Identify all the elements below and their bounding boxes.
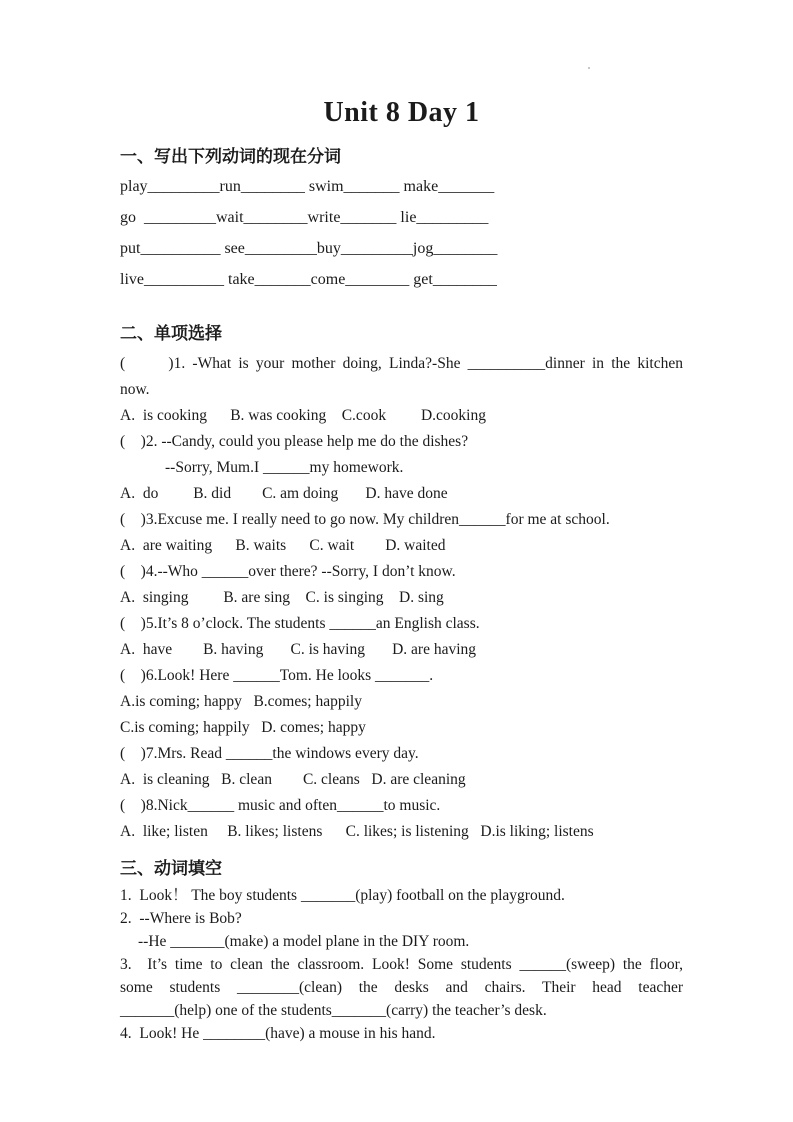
- question-6-options-cd: C.is coming; happily D. comes; happy: [120, 719, 366, 736]
- page-title: Unit 8 Day 1: [323, 97, 480, 128]
- section2-heading: 二、单项选择: [120, 324, 222, 343]
- fill-item-3: 3. It’s time to clean the classroom. Look! Some students ______(sweep) the floor,: [120, 956, 683, 973]
- verb-row-4: live__________ take_______come________ get________: [120, 271, 497, 288]
- question-4-stem: ( )4.--Who ______over there? --Sorry, I don’t know.: [120, 563, 456, 580]
- fill-item-4: 4. Look! He ________(have) a mouse in his hand.: [120, 1025, 436, 1042]
- question-3-options: A. are waiting B. waits C. wait D. waited: [120, 537, 446, 554]
- fill-in-lines: [120, 884, 683, 1045]
- question-1-options: A. is cooking B. was cooking C.cook D.cooking: [120, 407, 486, 424]
- stray-mark: [588, 67, 590, 69]
- question-3-stem: ( )3.Excuse me. I really need to go now. My children______for me at school.: [120, 511, 610, 528]
- multiple-choice-lines: [120, 351, 683, 845]
- question-5-stem: ( )5.It’s 8 o’clock. The students ______an English class.: [120, 615, 480, 632]
- fill-item-1: 1. Look！ The boy students _______(play) football on the playground.: [120, 887, 565, 904]
- section-verb-participles: [120, 145, 683, 295]
- verb-row-2: go _________wait________write_______ lie_________: [120, 209, 489, 226]
- fill-item-2-cont: --He _______(make) a model plane in the DIY room.: [138, 933, 470, 950]
- section1-heading: 一、写出下列动词的现在分词: [120, 147, 341, 166]
- section-verb-fill-in: [120, 857, 683, 1045]
- section-multiple-choice: [120, 322, 683, 845]
- question-4-options: A. singing B. are sing C. is singing D. sing: [120, 589, 444, 606]
- question-6-options-ab: A.is coming; happy B.comes; happily: [120, 693, 362, 710]
- question-8-options: A. like; listen B. likes; listens C. likes; is listening D.is liking; listens: [120, 823, 594, 840]
- verb-row-1: play_________run________ swim_______ make_______: [120, 178, 495, 195]
- question-2-stem-cont: --Sorry, Mum.I ______my homework.: [165, 459, 404, 476]
- question-7-options: A. is cleaning B. clean C. cleans D. are cleaning: [120, 771, 466, 788]
- question-2-options: A. do B. did C. am doing D. have done: [120, 485, 448, 502]
- fill-item-2: 2. --Where is Bob?: [120, 910, 242, 927]
- section3-heading: 三、动词填空: [120, 859, 222, 878]
- question-8-stem: ( )8.Nick______ music and often______to music.: [120, 797, 441, 814]
- question-5-options: A. have B. having C. is having D. are having: [120, 641, 477, 658]
- verb-row-3: put__________ see_________buy_________jog________: [120, 240, 498, 257]
- question-7-stem: ( )7.Mrs. Read ______the windows every day.: [120, 745, 419, 762]
- question-1-stem: ( )1. -What is your mother doing, Linda?-She __________dinner in the kitchen: [120, 355, 683, 372]
- question-1-stem-cont: now.: [120, 381, 150, 398]
- verb-rows: [120, 171, 683, 295]
- fill-item-3-cont-1: some students ________(clean) the desks and chairs. Their head teacher: [120, 979, 683, 996]
- question-6-stem: ( )6.Look! Here ______Tom. He looks _______.: [120, 667, 434, 684]
- question-2-stem: ( )2. --Candy, could you please help me do the dishes?: [120, 433, 469, 450]
- fill-item-3-cont-2: _______(help) one of the students_______(carry) the teacher’s desk.: [120, 1002, 547, 1019]
